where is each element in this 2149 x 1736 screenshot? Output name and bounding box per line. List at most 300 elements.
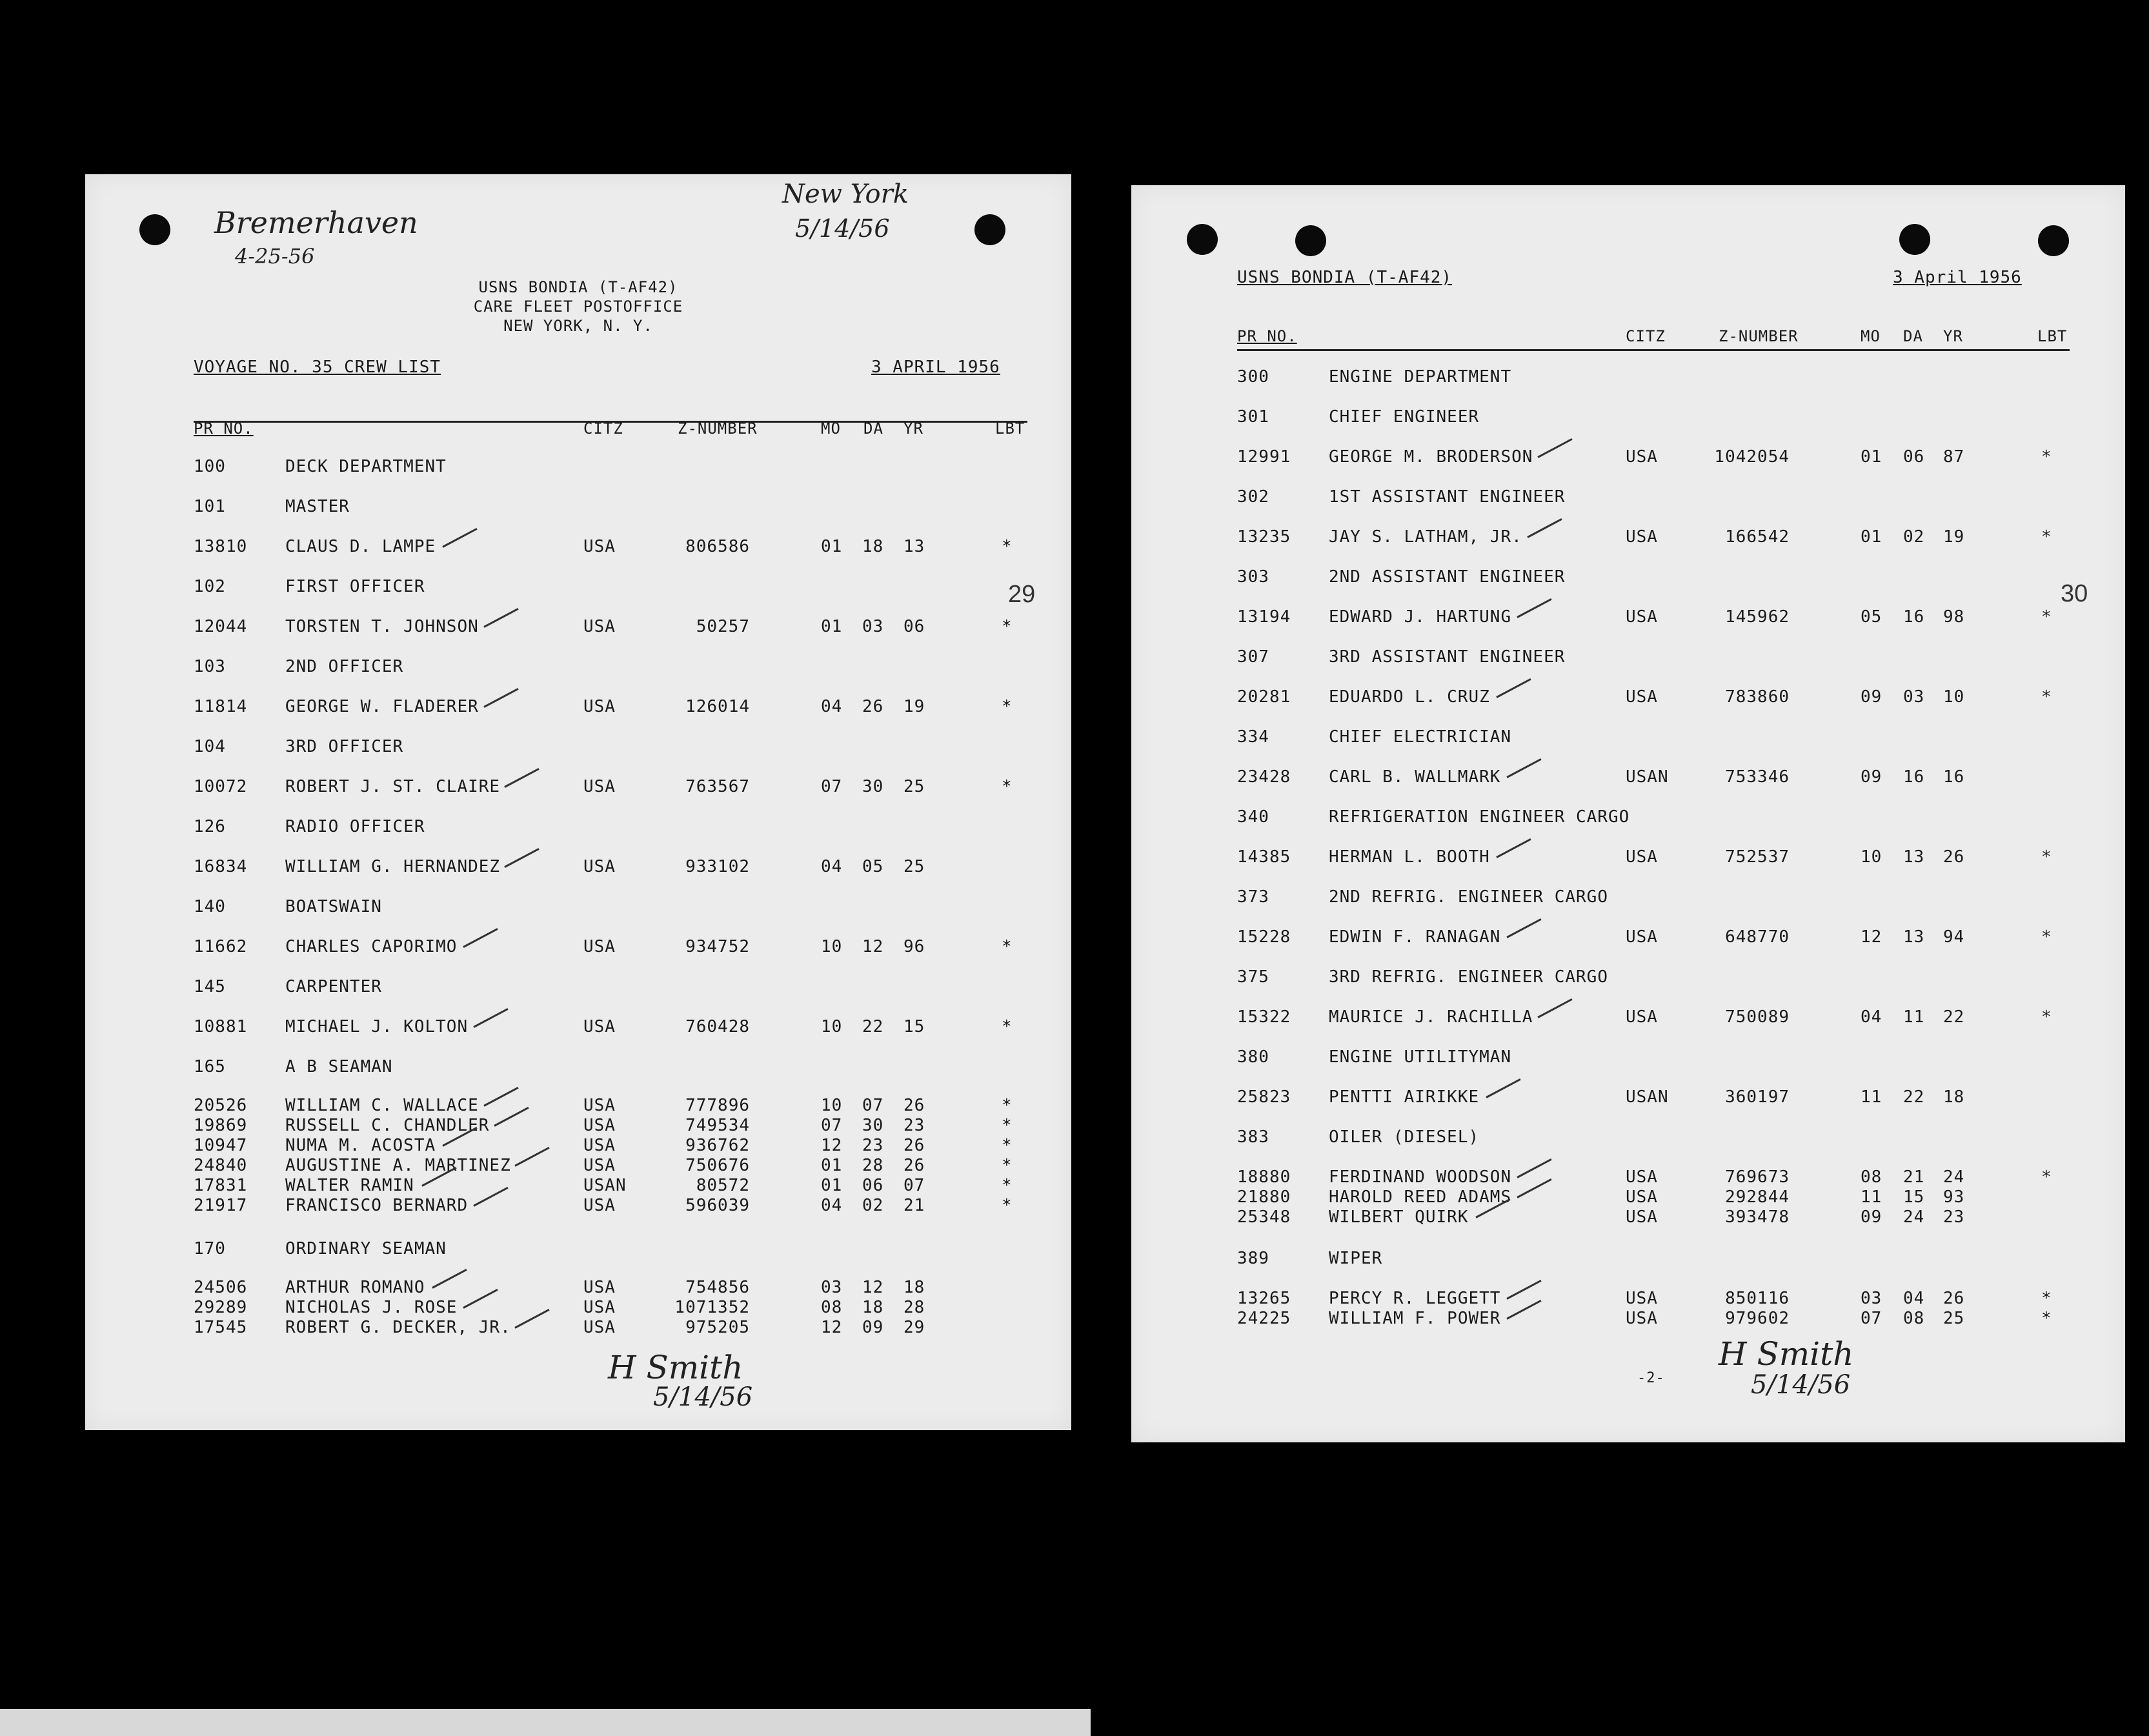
crew-list-page-right [1131, 185, 2125, 1442]
signature: H Smith [608, 1349, 743, 1386]
pr-number: 16834 [194, 857, 248, 876]
lbt-mark: * [2041, 687, 2052, 707]
birth-year: 19 [1943, 527, 1965, 547]
header-rule [1237, 349, 2070, 351]
lbt-mark: * [1002, 937, 1013, 956]
birth-day: 22 [862, 1017, 884, 1036]
pr-number: 10881 [194, 1017, 248, 1036]
lbt-mark: * [1002, 1116, 1013, 1135]
col-pr: PR NO. [194, 419, 254, 438]
lbt-mark: * [1002, 1017, 1013, 1036]
citizenship: USA [583, 1298, 616, 1317]
position-title: 3RD ASSISTANT ENGINEER [1329, 647, 1566, 667]
lbt-mark: * [1002, 1136, 1013, 1155]
birth-year: 26 [1943, 847, 1965, 867]
checkmark-icon [473, 1187, 508, 1207]
checkmark-icon [1537, 438, 1572, 458]
crew-name: WALTER RAMIN [285, 1176, 414, 1195]
z-number: 763567 [685, 777, 750, 796]
pr-number: 13265 [1237, 1289, 1291, 1308]
lbt-mark: * [1002, 537, 1013, 556]
birth-month: 04 [821, 857, 843, 876]
birth-day: 03 [862, 617, 884, 636]
z-number: 50257 [696, 617, 750, 636]
birth-month: 04 [821, 1196, 843, 1215]
crew-name: CLAUS D. LAMPE [285, 537, 436, 556]
checkmark-icon [1496, 838, 1531, 858]
birth-day: 16 [1903, 607, 1925, 627]
col-lbt: LBT [995, 419, 1025, 438]
position-title: ENGINE UTILITYMAN [1329, 1047, 1512, 1067]
birth-month: 01 [821, 537, 843, 556]
list-date: 3 APRIL 1956 [871, 358, 1000, 377]
pr-number: 10947 [194, 1136, 248, 1155]
checkmark-icon [483, 608, 518, 628]
crew-name: EDWARD J. HARTUNG [1329, 607, 1512, 627]
pr-number: 102 [194, 577, 226, 596]
checkmark-icon [1527, 518, 1562, 538]
checkmark-icon [483, 1087, 518, 1107]
citizenship: USA [1626, 847, 1658, 867]
position-title: BOATSWAIN [285, 897, 382, 916]
birth-month: 01 [821, 617, 843, 636]
position-title: WIPER [1329, 1249, 1383, 1268]
handwritten-port-date: 5/14/56 [795, 214, 890, 243]
position-title: 2ND ASSISTANT ENGINEER [1329, 567, 1566, 587]
ship-title: USNS BONDIA (T-AF42) [1237, 268, 1453, 287]
birth-day: 16 [1903, 767, 1925, 787]
checkmark-icon [1496, 678, 1531, 698]
pr-number: 380 [1237, 1047, 1269, 1067]
crew-name: PERCY R. LEGGETT [1329, 1289, 1501, 1308]
pr-number: 301 [1237, 407, 1269, 427]
checkmark-icon [1486, 1078, 1520, 1098]
header-city: NEW YORK, N. Y. [503, 317, 653, 335]
page-footer: -2- [1637, 1370, 1665, 1386]
birth-month: 07 [1861, 1309, 1882, 1328]
lbt-mark: * [2041, 1007, 2052, 1027]
checkmark-icon [1517, 1158, 1551, 1178]
crew-name: RUSSELL C. CHANDLER [285, 1116, 490, 1135]
birth-year: 24 [1943, 1167, 1965, 1187]
crew-name: PENTTI AIRIKKE [1329, 1087, 1480, 1107]
lbt-mark: * [1002, 617, 1013, 636]
citizenship: USA [1626, 927, 1658, 947]
pr-number: 15322 [1237, 1007, 1291, 1027]
birth-year: 18 [903, 1278, 925, 1297]
handwritten-date: 4-25-56 [235, 244, 315, 268]
checkmark-icon [1506, 758, 1541, 778]
z-number: 753346 [1725, 767, 1790, 787]
birth-year: 25 [903, 777, 925, 796]
pr-number: 383 [1237, 1127, 1269, 1147]
position-title: OILER (DIESEL) [1329, 1127, 1480, 1147]
birth-year: 16 [1943, 767, 1965, 787]
col-da: DA [1903, 327, 1923, 345]
birth-month: 08 [821, 1298, 843, 1317]
crew-name: WILBERT QUIRK [1329, 1207, 1469, 1227]
lbt-mark: * [2041, 927, 2052, 947]
list-date: 3 April 1956 [1893, 268, 2022, 287]
punch-hole [1899, 224, 1930, 255]
pr-number: 24506 [194, 1278, 248, 1297]
birth-year: 19 [903, 697, 925, 716]
crew-name: FERDINAND WOODSON [1329, 1167, 1512, 1187]
birth-year: 26 [903, 1136, 925, 1155]
signature: H Smith [1719, 1335, 1854, 1373]
lbt-mark: * [2041, 1309, 2052, 1328]
position-title: 3RD OFFICER [285, 737, 404, 756]
birth-month: 12 [821, 1136, 843, 1155]
birth-year: 26 [1943, 1289, 1965, 1308]
birth-year: 96 [903, 937, 925, 956]
z-number: 750676 [685, 1156, 750, 1175]
crew-name: WILLIAM F. POWER [1329, 1309, 1501, 1328]
pr-number: 375 [1237, 967, 1269, 987]
col-yr: YR [903, 419, 923, 438]
pr-number: 12991 [1237, 447, 1291, 467]
pr-number: 24840 [194, 1156, 248, 1175]
col-lbt: LBT [2037, 327, 2068, 345]
birth-month: 03 [1861, 1289, 1882, 1308]
crew-name: HAROLD REED ADAMS [1329, 1187, 1512, 1207]
punch-hole [139, 214, 170, 245]
position-title: CARPENTER [285, 977, 382, 996]
pr-number: 13194 [1237, 607, 1291, 627]
checkmark-icon [463, 928, 498, 948]
pr-number: 19869 [194, 1116, 248, 1135]
crew-name: ARTHUR ROMANO [285, 1278, 425, 1297]
birth-month: 10 [821, 1096, 843, 1115]
citizenship: USA [583, 1017, 616, 1036]
crew-name: NUMA M. ACOSTA [285, 1136, 436, 1155]
handwritten-place: Bremerhaven [214, 205, 418, 240]
citizenship: USA [583, 937, 616, 956]
citizenship: USA [583, 1136, 616, 1155]
birth-year: 94 [1943, 927, 1965, 947]
col-z-number: Z-NUMBER [678, 419, 758, 438]
z-number: 596039 [685, 1196, 750, 1215]
citizenship: USA [583, 1278, 616, 1297]
position-title: DECK DEPARTMENT [285, 457, 447, 476]
pr-number: 302 [1237, 487, 1269, 507]
z-number: 783860 [1725, 687, 1790, 707]
birth-month: 09 [1861, 687, 1882, 707]
birth-year: 26 [903, 1096, 925, 1115]
birth-year: 22 [1943, 1007, 1965, 1027]
citizenship: USAN [1626, 767, 1669, 787]
position-title: REFRIGERATION ENGINEER CARGO [1329, 807, 1630, 827]
checkmark-icon [494, 1107, 529, 1127]
crew-name: ROBERT J. ST. CLAIRE [285, 777, 501, 796]
checkmark-icon [1537, 998, 1572, 1018]
citizenship: USA [583, 537, 616, 556]
position-title: MASTER [285, 497, 350, 516]
pr-number: 140 [194, 897, 226, 916]
crew-name: CARL B. WALLMARK [1329, 767, 1501, 787]
citizenship: USA [583, 697, 616, 716]
pr-number: 170 [194, 1239, 226, 1258]
birth-day: 28 [862, 1156, 884, 1175]
citizenship: USA [1626, 1187, 1658, 1207]
birth-month: 09 [1861, 767, 1882, 787]
z-number: 749534 [685, 1116, 750, 1135]
birth-month: 07 [821, 1116, 843, 1135]
pr-number: 11662 [194, 937, 248, 956]
z-number: 777896 [685, 1096, 750, 1115]
citizenship: USA [1626, 1167, 1658, 1187]
birth-month: 01 [821, 1156, 843, 1175]
pr-number: 25823 [1237, 1087, 1291, 1107]
voyage-title: VOYAGE NO. 35 CREW LIST [194, 358, 441, 377]
citizenship: USA [1626, 527, 1658, 547]
pr-number: 100 [194, 457, 226, 476]
position-title: CHIEF ELECTRICIAN [1329, 727, 1512, 747]
pr-number: 11814 [194, 697, 248, 716]
birth-month: 04 [1861, 1007, 1882, 1027]
birth-day: 21 [1903, 1167, 1925, 1187]
checkmark-icon [1506, 1280, 1541, 1300]
birth-day: 13 [1903, 847, 1925, 867]
birth-day: 26 [862, 697, 884, 716]
birth-month: 01 [1861, 527, 1882, 547]
z-number: 933102 [685, 857, 750, 876]
lbt-mark: * [1002, 1176, 1013, 1195]
citizenship: USA [1626, 1207, 1658, 1227]
signature-date: 5/14/56 [1751, 1370, 1851, 1400]
birth-day: 03 [1903, 687, 1925, 707]
header-ship: USNS BONDIA (T-AF42) [478, 278, 678, 296]
citizenship: USA [583, 777, 616, 796]
page-number: 29 [1008, 581, 1036, 608]
pr-number: 104 [194, 737, 226, 756]
crew-name: ROBERT G. DECKER, JR. [285, 1318, 511, 1337]
birth-month: 09 [1861, 1207, 1882, 1227]
birth-year: 98 [1943, 607, 1965, 627]
checkmark-icon [504, 768, 539, 788]
birth-year: 26 [903, 1156, 925, 1175]
lbt-mark: * [2041, 1289, 2052, 1308]
checkmark-icon [463, 1289, 498, 1309]
birth-month: 07 [821, 777, 843, 796]
checkmark-icon [514, 1147, 549, 1167]
birth-day: 11 [1903, 1007, 1925, 1027]
z-number: 769673 [1725, 1167, 1790, 1187]
lbt-mark: * [2041, 527, 2052, 547]
punch-hole [1187, 224, 1218, 255]
z-number: 80572 [696, 1176, 750, 1195]
z-number: 292844 [1725, 1187, 1790, 1207]
birth-year: 29 [903, 1318, 925, 1337]
pr-number: 103 [194, 657, 226, 676]
crew-name: EDUARDO L. CRUZ [1329, 687, 1490, 707]
z-number: 754856 [685, 1278, 750, 1297]
birth-year: 25 [1943, 1309, 1965, 1328]
citizenship: USA [583, 1096, 616, 1115]
pr-number: 334 [1237, 727, 1269, 747]
birth-month: 10 [821, 937, 843, 956]
pr-number: 25348 [1237, 1207, 1291, 1227]
pr-number: 13235 [1237, 527, 1291, 547]
z-number: 936762 [685, 1136, 750, 1155]
punch-hole [974, 214, 1005, 245]
crew-name: JAY S. LATHAM, JR. [1329, 527, 1522, 547]
z-number: 806586 [685, 537, 750, 556]
birth-day: 18 [862, 1298, 884, 1317]
birth-day: 02 [1903, 527, 1925, 547]
birth-day: 18 [862, 537, 884, 556]
birth-month: 10 [821, 1017, 843, 1036]
birth-day: 22 [1903, 1087, 1925, 1107]
birth-day: 05 [862, 857, 884, 876]
checkmark-icon [1506, 1300, 1541, 1320]
citizenship: USA [1626, 1007, 1658, 1027]
birth-day: 06 [862, 1176, 884, 1195]
z-number: 1071352 [674, 1298, 750, 1317]
col-mo: MO [821, 419, 841, 438]
pr-number: 21917 [194, 1196, 248, 1215]
birth-month: 03 [821, 1278, 843, 1297]
pr-number: 13810 [194, 537, 248, 556]
pr-number: 29289 [194, 1298, 248, 1317]
birth-month: 12 [1861, 927, 1882, 947]
position-title: 1ST ASSISTANT ENGINEER [1329, 487, 1566, 507]
crew-name: WILLIAM C. WALLACE [285, 1096, 479, 1115]
z-number: 752537 [1725, 847, 1790, 867]
birth-day: 09 [862, 1318, 884, 1337]
pr-number: 17545 [194, 1318, 248, 1337]
checkmark-icon [1517, 598, 1551, 618]
birth-day: 12 [862, 937, 884, 956]
citizenship: USA [583, 617, 616, 636]
pr-number: 340 [1237, 807, 1269, 827]
birth-day: 02 [862, 1196, 884, 1215]
pr-number: 165 [194, 1057, 226, 1076]
pr-number: 20281 [1237, 687, 1291, 707]
col-citz: CITZ [1626, 327, 1666, 345]
citizenship: USA [1626, 1309, 1658, 1328]
pr-number: 307 [1237, 647, 1269, 667]
z-number: 934752 [685, 937, 750, 956]
checkmark-icon [432, 1269, 467, 1289]
pr-number: 300 [1237, 367, 1269, 387]
col-pr: PR NO. [1237, 327, 1297, 345]
crew-name: GEORGE W. FLADERER [285, 697, 479, 716]
z-number: 166542 [1725, 527, 1790, 547]
checkmark-icon [514, 1309, 549, 1329]
z-number: 760428 [685, 1017, 750, 1036]
z-number: 145962 [1725, 607, 1790, 627]
birth-month: 08 [1861, 1167, 1882, 1187]
citizenship: USAN [583, 1176, 627, 1195]
checkmark-icon [1506, 918, 1541, 938]
citizenship: USA [583, 1156, 616, 1175]
z-number: 979602 [1725, 1309, 1790, 1328]
z-number: 648770 [1725, 927, 1790, 947]
birth-year: 23 [903, 1116, 925, 1135]
lbt-mark: * [1002, 1196, 1013, 1215]
birth-year: 25 [903, 857, 925, 876]
page-number: 30 [2061, 580, 2088, 607]
z-number: 975205 [685, 1318, 750, 1337]
position-title: CHIEF ENGINEER [1329, 407, 1480, 427]
pr-number: 145 [194, 977, 226, 996]
birth-month: 10 [1861, 847, 1882, 867]
punch-hole [1295, 225, 1326, 256]
birth-year: 10 [1943, 687, 1965, 707]
handwritten-port: New York [782, 179, 909, 209]
crew-name: MICHAEL J. KOLTON [285, 1017, 469, 1036]
birth-month: 01 [821, 1176, 843, 1195]
z-number: 360197 [1725, 1087, 1790, 1107]
z-number: 750089 [1725, 1007, 1790, 1027]
col-mo: MO [1861, 327, 1881, 345]
crew-name: FRANCISCO BERNARD [285, 1196, 469, 1215]
pr-number: 389 [1237, 1249, 1269, 1268]
crew-name: MAURICE J. RACHILLA [1329, 1007, 1533, 1027]
citizenship: USA [583, 1196, 616, 1215]
checkmark-icon [504, 848, 539, 868]
position-title: ENGINE DEPARTMENT [1329, 367, 1512, 387]
crew-name: NICHOLAS J. ROSE [285, 1298, 458, 1317]
birth-day: 06 [1903, 447, 1925, 467]
punch-hole [2038, 225, 2069, 256]
birth-month: 01 [1861, 447, 1882, 467]
col-yr: YR [1943, 327, 1963, 345]
checkmark-icon [1517, 1178, 1551, 1198]
position-title: 2ND OFFICER [285, 657, 404, 676]
col-z-number: Z-NUMBER [1719, 327, 1799, 345]
lbt-mark: * [1002, 777, 1013, 796]
birth-day: 30 [862, 777, 884, 796]
col-citz: CITZ [583, 419, 623, 438]
birth-month: 11 [1861, 1087, 1882, 1107]
checkmark-icon [442, 528, 477, 548]
crew-name: TORSTEN T. JOHNSON [285, 617, 479, 636]
birth-day: 15 [1903, 1187, 1925, 1207]
z-number: 1042054 [1714, 447, 1790, 467]
birth-year: 13 [903, 537, 925, 556]
birth-day: 13 [1903, 927, 1925, 947]
header-postoffice: CARE FLEET POSTOFFICE [473, 298, 683, 316]
checkmark-icon [483, 688, 518, 708]
lbt-mark: * [2041, 447, 2052, 467]
birth-year: 93 [1943, 1187, 1965, 1207]
crew-name: WILLIAM G. HERNANDEZ [285, 857, 501, 876]
pr-number: 17831 [194, 1176, 248, 1195]
lbt-mark: * [1002, 697, 1013, 716]
birth-year: 06 [903, 617, 925, 636]
birth-day: 24 [1903, 1207, 1925, 1227]
crew-list-page-left [85, 174, 1071, 1430]
birth-month: 05 [1861, 607, 1882, 627]
col-da: DA [863, 419, 883, 438]
crew-name: HERMAN L. BOOTH [1329, 847, 1490, 867]
signature-date: 5/14/56 [653, 1382, 753, 1412]
citizenship: USA [583, 1116, 616, 1135]
birth-year: 18 [1943, 1087, 1965, 1107]
citizenship: USA [1626, 447, 1658, 467]
pr-number: 14385 [1237, 847, 1291, 867]
position-title: FIRST OFFICER [285, 577, 425, 596]
birth-year: 23 [1943, 1207, 1965, 1227]
z-number: 126014 [685, 697, 750, 716]
pr-number: 10072 [194, 777, 248, 796]
citizenship: USAN [1626, 1087, 1669, 1107]
birth-month: 12 [821, 1318, 843, 1337]
position-title: RADIO OFFICER [285, 817, 425, 836]
pr-number: 373 [1237, 887, 1269, 907]
